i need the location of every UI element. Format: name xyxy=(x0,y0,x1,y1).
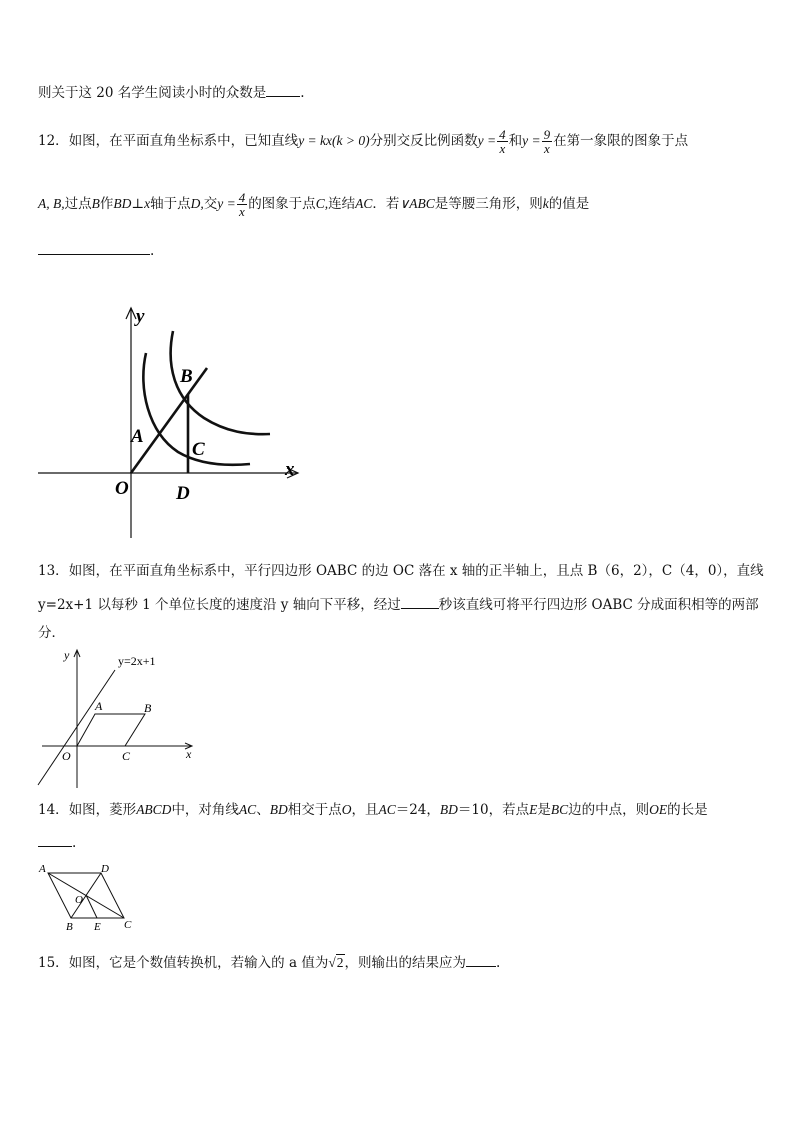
label-o: O xyxy=(62,749,71,763)
label-c: C xyxy=(122,749,131,763)
fraction-4-over-x: $\frac{4}{x}$ xyxy=(238,190,246,219)
label-d: D xyxy=(176,483,190,504)
label-b: B xyxy=(180,366,193,387)
q14-line2: . xyxy=(38,832,76,852)
label-a: A xyxy=(39,863,46,875)
q15-line: 15．如图，它是个数值转换机，若输入的 a 值为√2，则输出的结果应为 . xyxy=(38,952,500,972)
label-b: B xyxy=(144,701,152,715)
q13-line2: y=2x+1 以每秒 1 个单位长度的速度沿 y 轴向下平移，经过 秒该直线可将平行四边形 OABC 分成面积相等的两部 xyxy=(38,594,759,614)
label-y: y xyxy=(136,306,145,327)
label-a: A xyxy=(95,699,103,713)
question-number: 13． xyxy=(38,563,69,579)
sqrt-2: √2 xyxy=(328,955,344,970)
fraction-4-over-x: $\frac{4}{x}$ xyxy=(499,127,506,156)
question-number: 15． xyxy=(38,955,69,971)
q12-line2: A, B,过点B作BD⊥x轴于点D,交y = $\frac{4}{x}$ 的图象于点C,连结AC．若∨ABC是等腰三角形，则k的值是 xyxy=(38,190,590,219)
label-y: y xyxy=(64,648,70,662)
answer-blank xyxy=(466,952,496,967)
label-c: C xyxy=(192,439,205,460)
q12-line3: . xyxy=(38,240,154,260)
q13-line3: 分． xyxy=(38,625,65,641)
label-b: B xyxy=(66,921,73,933)
label-x: x xyxy=(285,459,295,480)
label-e: E xyxy=(94,921,101,933)
q12-line1: 12．如图，在平面直角坐标系中，已知直线y = kx(k > 0)分别交反比例函数y = $\frac{4}{x}$ 和y = $\frac{9}{x}$ 在第一象限的图象于点 xyxy=(38,127,689,156)
label-line-equation: y=2x+1 xyxy=(118,654,156,668)
q13-line1: 13．如图，在平面直角坐标系中，平行四边形 OABC 的边 OC 落在 x 轴的正半轴上，且点 B（6，2），C（4，0），直线 xyxy=(38,563,764,579)
label-c: C xyxy=(124,919,132,931)
label-a: A xyxy=(131,426,144,447)
label-x: x xyxy=(186,747,192,761)
label-o: O xyxy=(115,478,129,499)
label-d: D xyxy=(101,863,109,875)
question-number: 12． xyxy=(38,133,69,149)
q11-line: 则关于这 20 名学生阅读小时的众数是 . xyxy=(38,82,305,102)
question-number: 14． xyxy=(38,802,69,818)
q11-text: 则关于这 20 名学生阅读小时的众数是 xyxy=(38,85,267,101)
q14-line1: 14．如图，菱形ABCD中，对角线AC、BD相交于点O，且AC＝24，BD＝10，若点E是BC边的中点，则OE的长是 xyxy=(38,802,708,818)
fraction-9-over-x: $\frac{9}{x}$ xyxy=(543,127,551,156)
label-o: O xyxy=(75,894,83,906)
